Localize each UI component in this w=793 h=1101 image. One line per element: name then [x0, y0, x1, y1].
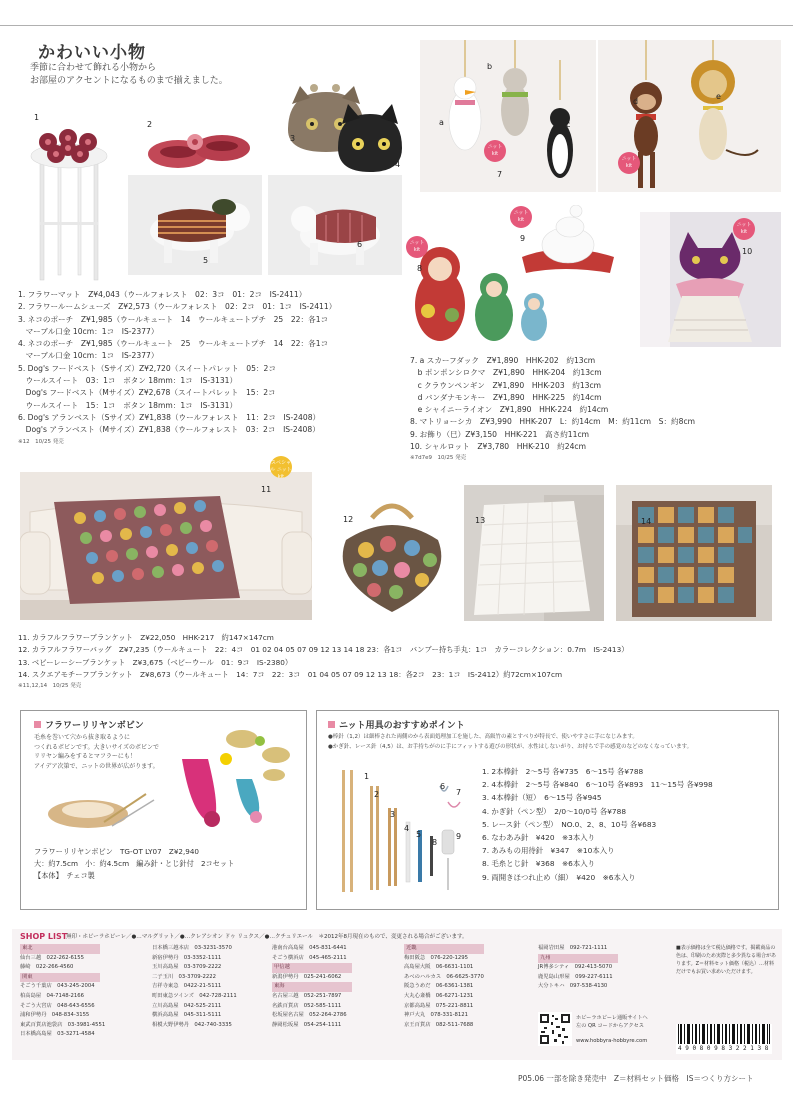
photo-flower-mat-stool [18, 110, 118, 285]
photo-animal-mascots-abc [420, 40, 596, 192]
page-subtitle: 季節に合わせて飾れる小物から お部屋のアクセントになるものまで揃えました。 [30, 63, 228, 86]
tool-number-7: 7 [456, 788, 462, 797]
photo-cat-pouches [278, 70, 403, 180]
photo-number-13: 13 [475, 516, 486, 525]
photo-number-7b: b [487, 62, 493, 71]
photo-number-14: 14 [641, 517, 652, 526]
shop-list-legend: 無印・ホビーラホビーレ／●…マルグリット／●…クレアシオン ドゥ リュクス／●…クチュリエール ＊2012年8月現在のもので、変更される場合がございます。 [66, 934, 468, 940]
footer-text: P05.06 一部を除き発売中 Z＝材料セット価格 IS＝つくり方シート [518, 1074, 754, 1083]
heading-square-icon [34, 721, 41, 728]
top-rule [0, 25, 793, 26]
knitting-tools-price-list: 1. 2本棒針 2〜5号 各¥735 6〜15号 各¥788 2. 4本棒針 2〜5号 各¥840 6〜10号 各¥893 11〜15号 各¥998 3. 4本棒針（短） 6〜15号 各¥945 4. かぎ針（ペン型） 2/0〜10/0号 各¥788 5. レース針（ペン型） NO.0、2、8、10号 各¥683 6. なわあみ針 ¥420 ※3本入り 7. あみもの用待針 ¥347 ※10本入り 8. 毛糸とじ針 ¥368 ※6本入り 9. 両開きほつれ止め（細） ¥420 ※6本入り [482, 767, 713, 882]
website-url[interactable]: www.hobbyra-hobbyre.com [576, 1038, 648, 1044]
photo-number-7e: e [716, 92, 721, 101]
qr-caption: ホビーラホビーレ通販サイトへ 左の QR コードからアクセス [576, 1015, 653, 1029]
shop-column-5: 福岡岩田屋 092-721-1111 九州 JR博多シティ 092-413-5070 鹿児島山形屋 099-227-6111 大分トキハ 097-538-4130 [538, 944, 618, 992]
tool-number-2: 2 [374, 790, 380, 799]
product-list-11-14: 11. カラフルフラワーブランケット Z¥22,050 HHK-217 約147×147cm 12. カラフルフラワーバッグ Z¥7,235（ウールキュート 22：4コ 01 02 04 05 07 09 12 13 14 18 23：各1コ バンブー持ち手丸：1コ カラーコレクション：0.7m IS-2413） 13. ベビーレーシーブランケット Z¥3,675（ベビーウール 01：9コ IS-2380） 14. スクエアモチーフブランケット Z¥8,673（ウールキュート 14：7コ 22：3コ 01 04 05 07 09 12 13 18：各2コ 23：1コ IS-2412）約72cm×107cm ※11,12,14 10/25 発売 [18, 633, 629, 690]
photo-flower-slippers [140, 112, 260, 178]
special-kit-badge-11: スペシャル ニット kit [270, 456, 292, 478]
photo-number-1: 1 [34, 113, 40, 122]
flower-bobbin-product-info: フラワーリリヤンボビン TG-OT LY07 Z¥2,940 大：約7.5cm 小：約4.5cm 編み針・とじ針付 2コセット 【本体】 チェコ製 [34, 847, 235, 880]
tool-number-1: 1 [364, 772, 370, 781]
photo-colorful-flower-blanket [20, 472, 312, 620]
barcode [676, 1024, 772, 1054]
page-title: かわいい小物 [38, 43, 146, 63]
kit-badge-8: ニット kit [406, 236, 428, 258]
knitting-tools-points: ●棒針（1,2）は細棒された両側のから表面処理加工を施した、高級竹の素とすべりが特長で、使いやすさに手になじみます。 ●かぎ針、レース針（4,5）は、お手持ちがのに手にフィットする遊びの形状が、水性はしないがり、お持ちで手の感覚のなどのなくなっています。 [328, 734, 693, 750]
photo-number-7: 7 [497, 170, 503, 179]
photo-wooden-bobbin [34, 778, 160, 834]
photo-number-7a: a [439, 118, 444, 127]
kit-badge-7: ニット kit [484, 140, 506, 162]
photo-number-7d: d [633, 97, 639, 106]
shop-column-3: 港南台高島屋 045-831-6441 そごう横浜店 045-465-2111 甲信越 新潟伊勢丹 025-241-6062 東海 名古屋三越 052-251-7897 名鉄百貨店 052-585-1111 松坂屋名古屋 052-264-2786 静岡松坂屋 054-254-1111 [272, 944, 352, 1030]
knitting-tools-heading: ニット用具のおすすめポイント [328, 718, 465, 731]
photo-dog-aran-vest [268, 175, 402, 275]
kit-badge-9: ニット kit [510, 206, 532, 228]
flower-bobbin-heading: フラワーリリヤンボビン [34, 718, 144, 731]
photo-scarf-and-bobbins [172, 719, 296, 831]
photo-number-7c: c [566, 120, 571, 129]
flower-bobbin-description: 毛糸を巻いて穴から抜き取るように つくれるボビンです。大きいサイズのボビンで リリヤン編みをするとマフラーにも！ アイデア次第で、ニットの世界が広がります。 [34, 734, 160, 770]
photo-square-motif-blanket [616, 485, 772, 621]
kit-badge-7de: ニット kit [618, 152, 640, 174]
photo-number-4: 4 [395, 160, 401, 169]
photo-baby-lacy-blanket [464, 485, 604, 621]
kit-badge-10: ニット kit [733, 218, 755, 240]
tool-number-6: 6 [440, 782, 446, 791]
tool-number-3: 3 [390, 810, 396, 819]
barcode-digits: 4 9 0 8 0 9 8 3 2 2 1 3 8 [678, 1045, 769, 1052]
shop-column-1: 東北 仙台三越 022-262-6155 藤崎 022-266-4560 関東 そごう千葉店 043-245-2004 柏高島屋 04-7148-2166 そごう大宮店 048-643-6556 浦和伊勢丹 048-834-3155 東武百貨店池袋店 03-3981-4551 日本橋高島屋 03-3271-4584 [20, 945, 106, 1038]
photo-number-6: 6 [357, 240, 363, 249]
photo-number-10: 10 [742, 247, 753, 256]
shop-list-panel [12, 929, 782, 1060]
shop-column-4: 近畿 梅田阪急 076-220-1295 高島屋大阪 06-6631-1101 あべのハルカス 06-6625-3770 阪急うめだ 06-6361-1381 大丸心斎橋 06-6271-1231 京都高島屋 075-221-8811 神戸大丸 078-331-8121 京王百貨店 082-511-7688 [404, 945, 484, 1028]
photo-number-3: 3 [290, 134, 296, 143]
shop-column-2: 日本橋三越本店 03-3231-3570 新宿伊勢丹 03-3352-1111 玉川高島屋 03-3709-2222 二子玉川 03-3709-2222 吉祥寺東急 0422-21-5111 町田東急ツインズ 042-728-2111 立川高島屋 042-525-2111 横浜高島屋 045-311-5111 相模大野伊勢丹 042-740-3335 [152, 945, 237, 1028]
photo-number-12: 12 [343, 515, 354, 524]
photo-number-5: 5 [203, 256, 209, 265]
product-list-7-10: 7. a スカーフダック Z¥1,890 HHK-202 約13cm b ポンポンシロクマ Z¥1,890 HHK-204 約13cm c クラウンペンギン Z¥1,890 HHK-203 約13cm d バンダナモンキー Z¥1,890 HHK-225 約14cm e シャイニーライオン Z¥1,890 HHK-224 約14cm 8. マトリョーシカ Z¥3,990 HHK-207 L：約14cm M：約11cm S：約8cm 9. お飾り（巳）Z¥3,150 HHK-221 高さ約11cm 10. シャルロット Z¥3,780 HHK-210 約24cm ※7d7e9 10/25 発売 [410, 356, 696, 462]
photo-charlotte-doll [640, 212, 781, 347]
heading-square-icon [328, 721, 335, 728]
tool-number-9: 9 [456, 832, 462, 841]
shop-list-title: SHOP LIST [20, 932, 68, 941]
photo-number-2: 2 [147, 120, 153, 129]
qr-code-icon[interactable] [538, 1012, 572, 1046]
photo-number-8: 8 [417, 264, 423, 273]
photo-colorful-flower-bag [326, 490, 458, 620]
product-list-1-6: 1. フラワーマット Z¥4,043（ウールフォレスト 02：3コ 01：2コ IS-2411） 2. フラワールームシューズ Z¥2,573（ウールフォレスト 02：2コ 01：1コ IS-2411） 3. ネコのポーチ Z¥1,985（ウールキュート 14 ウールキュートプチ 25 22：各1コ マーブル口金 10cm：1コ IS-2377） 4. ネコのポーチ Z¥1,985（ウールキュート 25 ウールキュートプチ 14 22：各1コ マーブル口金 10cm：1コ IS-2377） 5. Dog's フードベスト（Sサイズ）Z¥2,720（スイートパレット 05：2コ ウールスイート 03：1コ ボタン 18mm：1コ IS-3131） Dog's フードベスト（Mサイズ）Z¥2,678（スイートパレット 15：2コ ウールスイート 15：1コ ボタン 18mm：1コ IS-3131） 6. Dog's アランベスト（Sサイズ）Z¥1,838（ウールフォレスト 11：2コ IS-2408） Dog's アランベスト（Mサイズ）Z¥1,838（ウールフォレスト 03：2コ IS-2408） ※12 10/25 発売 [18, 290, 337, 445]
price-notice: ■表示価格は全て税込価格です。掲載商品の色は、印刷のため実際と多少異なる場合があります。Z＝材料セット価格（税込）…材料だけでもお買い求めいただけます。 [676, 945, 777, 975]
photo-number-11: 11 [261, 485, 272, 494]
tool-number-4: 4 [404, 824, 410, 833]
tool-number-8: 8 [432, 838, 438, 847]
photo-knitting-tools [330, 766, 472, 898]
photo-number-9: 9 [520, 234, 526, 243]
photo-dog-hood-vest [128, 175, 262, 275]
tool-number-5: 5 [416, 830, 422, 839]
